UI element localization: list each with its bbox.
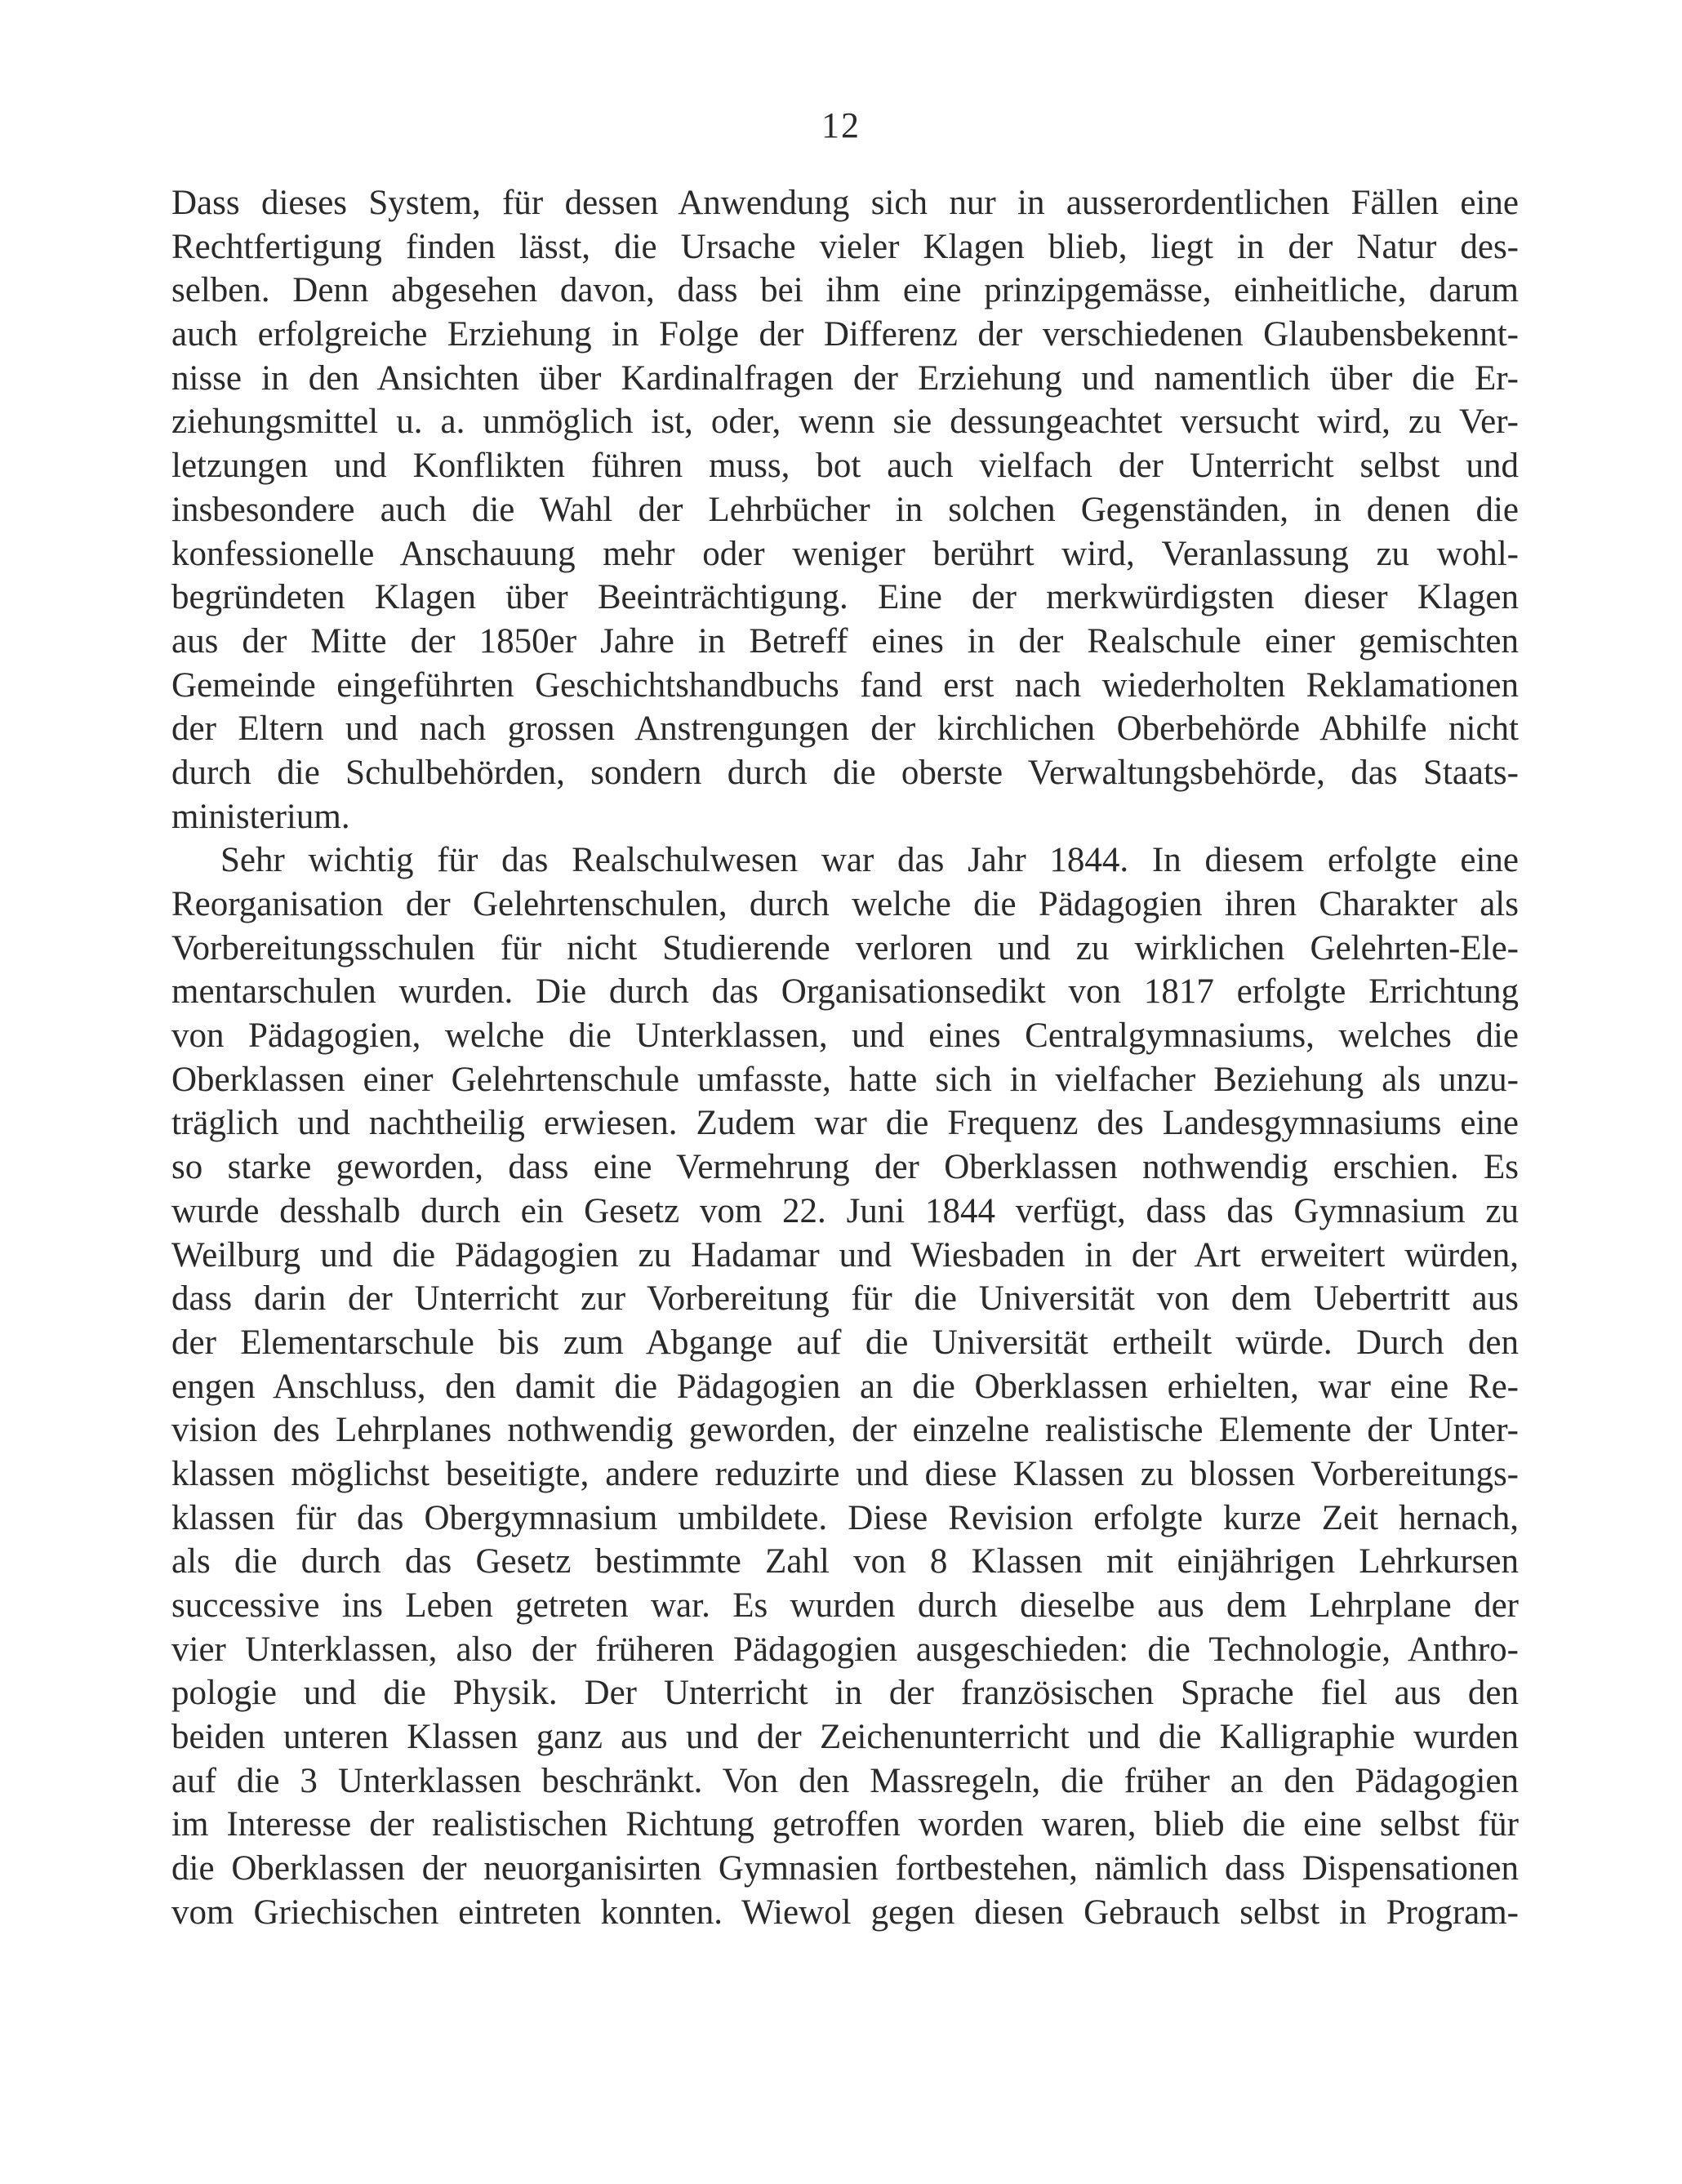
text-line: beiden unteren Klassen ganz aus und der Zeichenunterricht und die Kalligraphie wurden [171, 1718, 1519, 1757]
text-line: dass darin der Unterricht zur Vorbereitung für die Universität von dem Uebertritt aus [171, 1279, 1519, 1319]
text-line: als die durch das Gesetz bestimmte Zahl von 8 Klassen mit einjährigen Lehrkursen [171, 1542, 1519, 1581]
text-line: selben. Denn abgesehen davon, dass bei ihm eine prinzipgemässe, einheitliche, darum [171, 271, 1519, 310]
text-line: klassen für das Obergymnasium umbildete. Diese Revision erfolgte kurze Zeit hernach, [171, 1498, 1519, 1537]
text-line: vier Unterklassen, also der früheren Pädagogien ausgeschieden: die Technologie, Anthro- [171, 1630, 1519, 1669]
text-line: Weilburg und die Pädagogien zu Hadamar und Wiesbaden in der Art erweitert würden, [171, 1235, 1519, 1274]
body-text [171, 181, 1519, 1935]
text-line: ministerium. [171, 797, 350, 836]
text-line: ziehungsmittel u. a. unmöglich ist, oder, wenn sie dessungeachtet versucht wird, zu Ver- [171, 403, 1519, 442]
text-line: wurde desshalb durch ein Gesetz vom 22. Juni 1844 verfügt, dass das Gymnasium zu [171, 1191, 1519, 1230]
text-line: letzungen und Konflikten führen muss, bot auch vielfach der Unterricht selbst und [171, 447, 1519, 486]
text-line: im Interesse der realistischen Richtung getroffen worden waren, blieb die eine selbst für [171, 1805, 1519, 1844]
text-line: konfessionelle Anschauung mehr oder weniger berührt wird, Veranlassung zu wohl- [171, 534, 1519, 573]
text-line: Dass dieses System, für dessen Anwendung sich nur in ausserordentlichen Fällen eine [171, 184, 1519, 222]
text-line: träglich und nachtheilig erwiesen. Zudem war die Frequenz des Landesgymnasiums eine [171, 1104, 1519, 1143]
text-line: successive ins Leben getreten war. Es wurden durch dieselbe aus dem Lehrplane der [171, 1586, 1519, 1625]
text-line: Oberklassen einer Gelehrtenschule umfasste, hatte sich in vielfacher Beziehung als unzu- [171, 1060, 1519, 1099]
text-line: Rechtfertigung finden lässt, die Ursache vieler Klagen blieb, liegt in der Natur des- [171, 227, 1519, 266]
text-line: insbesondere auch die Wahl der Lehrbücher in solchen Gegenständen, in denen die [171, 490, 1519, 529]
text-line: auch erfolgreiche Erziehung in Folge der Differenz der verschiedenen Glaubensbekennt- [171, 315, 1519, 354]
page-number: 12 [821, 105, 861, 145]
text-line: von Pädagogien, welche die Unterklassen, und eines Centralgymnasiums, welches die [171, 1016, 1519, 1056]
text-line: auf die 3 Unterklassen beschränkt. Von den Massregeln, die früher an den Pädagogien [171, 1761, 1519, 1800]
text-line: aus der Mitte der 1850er Jahre in Betreff eines in der Realschule einer gemischten [171, 621, 1519, 661]
text-line: pologie und die Physik. Der Unterricht in der französischen Sprache fiel aus den [171, 1674, 1519, 1713]
text-line: begründeten Klagen über Beeinträchtigung. Eine der merkwürdigsten dieser Klagen [171, 578, 1519, 617]
text-line: vom Griechischen eintreten konnten. Wiewol gegen diesen Gebrauch selbst in Program- [171, 1893, 1519, 1932]
text-line: Gemeinde eingeführten Geschichtshandbuchs fand erst nach wiederholten Reklamationen [171, 665, 1519, 705]
text-line: engen Anschluss, den damit die Pädagogien an die Oberklassen erhielten, war eine Re- [171, 1367, 1519, 1406]
text-line: nisse in den Ansichten über Kardinalfragen der Erziehung und namentlich über die Er- [171, 358, 1519, 398]
text-line: mentarschulen wurden. Die durch das Organisationsedikt von 1817 erfolgte Errichtung [171, 972, 1519, 1012]
text-line: Reorganisation der Gelehrtenschulen, durch welche die Pädagogien ihren Charakter als [171, 885, 1519, 923]
text-line: Sehr wichtig für das Realschulwesen war das Jahr 1844. In diesem erfolgte eine [220, 841, 1519, 880]
text-line: der Elementarschule bis zum Abgange auf die Universität ertheilt würde. Durch den [171, 1323, 1519, 1362]
text-line: so starke geworden, dass eine Vermehrung der Oberklassen nothwendig erschien. Es [171, 1148, 1519, 1187]
text-line: vision des Lehrplanes nothwendig geworden, der einzelne realistische Elemente der Unter- [171, 1411, 1519, 1450]
text-line: die Oberklassen der neuorganisirten Gymnasien fortbestehen, nämlich dass Dispensationen [171, 1849, 1519, 1888]
text-line: durch die Schulbehörden, sondern durch die oberste Verwaltungsbehörde, das Staats- [171, 753, 1519, 792]
text-line: Vorbereitungsschulen für nicht Studierende verloren und zu wirklichen Gelehrten-Ele- [171, 928, 1519, 967]
text-line: klassen möglichst beseitigte, andere reduzirte und diese Klassen zu blossen Vorbereitungs- [171, 1454, 1519, 1493]
text-line: der Eltern und nach grossen Anstrengungen der kirchlichen Oberbehörde Abhilfe nicht [171, 709, 1519, 749]
